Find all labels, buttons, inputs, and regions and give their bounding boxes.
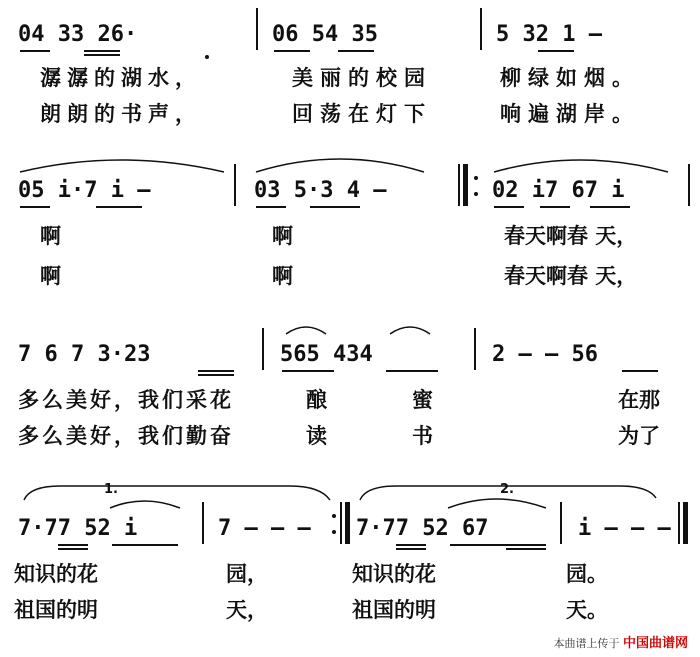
lyric-verse1-m8a: 酿 (306, 388, 327, 412)
lyric-verse1-m7: 多么美好，我们采花 (18, 388, 234, 412)
measure-9-notes: 2 – – 56 (492, 342, 598, 367)
lyric-verse2-m13: 天。 (566, 598, 608, 622)
lyric-verse2-m12: 祖国的明 (352, 598, 436, 622)
slur (390, 327, 430, 334)
lyric-verse2-m6: 春天啊春 天， (504, 264, 638, 288)
lyric-verse2-m8a: 读 (306, 424, 327, 448)
site-logo: 中国曲谱网 (622, 636, 688, 651)
lyric-verse2-m10: 祖国的明 (14, 598, 98, 622)
measure-8-notes: 565 434 (280, 342, 373, 367)
lyric-verse1-m3: 柳绿如烟。 (500, 66, 640, 90)
slur (448, 499, 546, 508)
slur (20, 160, 224, 172)
lyric-verse1-m11: 园， (226, 562, 268, 586)
slur (286, 327, 326, 334)
measure-12-notes: 7·77 52 67 (356, 516, 489, 541)
lyric-verse1-m2: 美丽的校园 (292, 66, 432, 90)
lyric-verse2-m4: 啊 (40, 264, 61, 288)
measure-5-notes: 03 5·3 4 – (254, 178, 387, 203)
lyric-verse1-m8b: 蜜 (412, 388, 433, 412)
lyric-verse2-m5: 啊 (272, 264, 293, 288)
lyric-verse2-m11: 天， (226, 598, 268, 622)
measure-6-notes: 02 i7 67 i (492, 178, 625, 203)
lyric-verse1-m6: 春天啊春 天， (504, 224, 638, 248)
volta-bracket-1 (24, 486, 330, 500)
lyric-verse1-m13: 园。 (566, 562, 608, 586)
lyric-verse1-m1: 潺潺的湖水， (40, 66, 202, 90)
upload-note: 本曲谱上传于 (553, 637, 620, 650)
lyric-verse1-m12: 知识的花 (352, 562, 436, 586)
measure-3-notes: 5 32 1 – (496, 22, 602, 47)
lyric-verse1-m9: 在那 (618, 388, 660, 412)
volta-second-ending: 2. (500, 482, 514, 497)
lyric-verse2-m7: 多么美好，我们勤奋 (18, 424, 234, 448)
measure-4-notes: 05 i·7 i – (18, 178, 151, 203)
lyric-verse1-m5: 啊 (272, 224, 293, 248)
measure-2-notes: 06 54 35 (272, 22, 378, 47)
measure-7-notes: 7 6 7 3·23 (18, 342, 151, 367)
slur (494, 160, 668, 172)
measure-10-notes: 7·77 52 i (18, 516, 138, 541)
lyric-verse2-m1: 朗朗的书声， (40, 102, 202, 126)
measure-1-notes: 04 33 26· (18, 22, 138, 47)
slur (110, 501, 180, 508)
volta-first-ending: 1. (104, 482, 118, 497)
lyric-verse2-m8b: 书 (412, 424, 433, 448)
measure-11-notes: 7 – – – (218, 516, 311, 541)
lyric-verse2-m3: 响遍湖岸。 (500, 102, 640, 126)
lyric-verse2-m2: 回荡在灯下 (292, 102, 432, 126)
slur (256, 159, 424, 172)
watermark (553, 632, 688, 651)
lyric-verse1-m4: 啊 (40, 224, 61, 248)
volta-bracket-2 (360, 486, 656, 500)
measure-13-notes: i – – – (578, 516, 671, 541)
lyric-verse1-m10: 知识的花 (14, 562, 98, 586)
lyric-verse2-m9: 为了 (618, 424, 660, 448)
